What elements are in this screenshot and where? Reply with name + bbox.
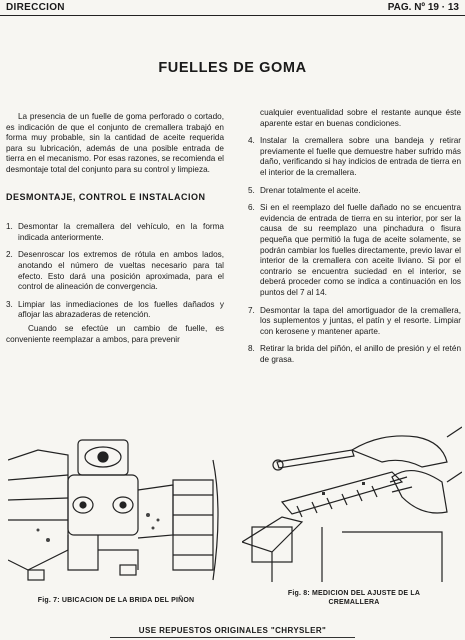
section-heading: DESMONTAJE, CONTROL E INSTALACION [6,191,206,202]
step-number: 7. [248,305,255,315]
step-text: Si en el reemplazo del fuelle dañado no se encuentra evidencia de entrada de tierra en su interior, por ser la causa de su reemplazo una pinchadura o fisura pequeña que permitió la fuga de aceite solamente, se podrán cambiar los fuelles directamente, previo lavar el interior de la cremallera con aceite liviano. Si por el contrario se encuentra suciedad en el interior, se deberá proceder como se indica a continuación en los puntos del 7 al 14. [260,203,461,297]
step-number: 2. [6,250,13,260]
steps-list-left [6,222,224,321]
step-number: 4. [248,136,255,146]
list-item [6,300,224,321]
step-text: Desenroscar los extremos de rótula en ambos lados, anotando el número de vueltas necesario para tal efecto. Esto dará una posición aproximada, para el control de alineación de convergencia. [18,250,224,292]
figure-7-rack-pinion-drawing [8,420,228,590]
page-footer: USE REPUESTOS ORIGINALES "CHRYSLER" [138,626,327,635]
figure-8-caption-line-2: CREMALLERA [328,598,380,606]
step-number: 1. [6,222,13,232]
step-text: Drenar totalmente el aceite. [260,185,361,195]
page-number: PAG. Nº 19 · 13 [387,2,459,13]
page-title: FUELLES DE GOMA [158,60,307,76]
step-continuation: Cuando se efectúe un cambio de fuelle, es conveniente reemplazar a ambos, para prevenir [6,323,224,344]
list-item [248,186,461,197]
footer-divider [110,637,355,638]
step-number: 8. [248,344,255,354]
list-item [248,203,461,298]
intro-paragraph: La presencia de un fuelle de goma perforado o cortado, es indicación de que el conjunto de cremallera trabajó en forma muy probable, sin la cantidad de aceite requerida para su lubricación, además de una posible entrada de tierra en el mecanismo. Por esas razones, se recomienda el desmontaje total del conjunto para su control y limpieza. [6,112,224,174]
figure-7-caption: Fig. 7: UBICACION DE LA BRIDA DEL PIÑON [37,597,195,604]
section-name: DIRECCION [6,2,65,13]
step-number: 3. [6,299,13,309]
right-column [248,108,461,372]
continuation-text: cualquier eventualidad sobre el restante aunque éste aparente estar en buenas condiciones. [260,108,461,128]
list-item [6,250,224,292]
left-column [6,112,224,345]
figure-8-caption [244,590,464,607]
page-header [0,0,465,16]
step-text: Retirar la brida del piñón, el anillo de presión y el retén de grasa. [260,344,461,364]
figure-8-rack-measurement-drawing [242,422,462,582]
step-text: Desmontar la cremallera del vehículo, en la forma indicada anteriormente. [18,222,224,242]
step-text: Instalar la cremallera sobre una bandeja y retirar previamente el fuelle que demuestre haber sufrido más daño, verificando si hay indicios de entrada de tierra en el interior de la cremallera. [260,136,461,177]
step-number: 6. [248,203,255,213]
list-item [6,222,224,243]
step-text: Desmontar la tapa del amortiguador de la cremallera, los suplementos y juntas, el patín y el resorte. Limpiar con kerosene y mantener aparte. [260,305,461,336]
list-item [248,136,461,178]
list-item [248,306,461,338]
list-item [248,344,461,365]
figure-8-caption-line-1: Fig. 8: MEDICION DEL AJUSTE DE LA [287,590,421,597]
step-number: 5. [248,185,255,195]
step-text: Limpiar las inmediaciones de los fuelles dañados y aflojar las abrazaderas de retención. [18,299,224,320]
steps-list-right [248,136,461,365]
